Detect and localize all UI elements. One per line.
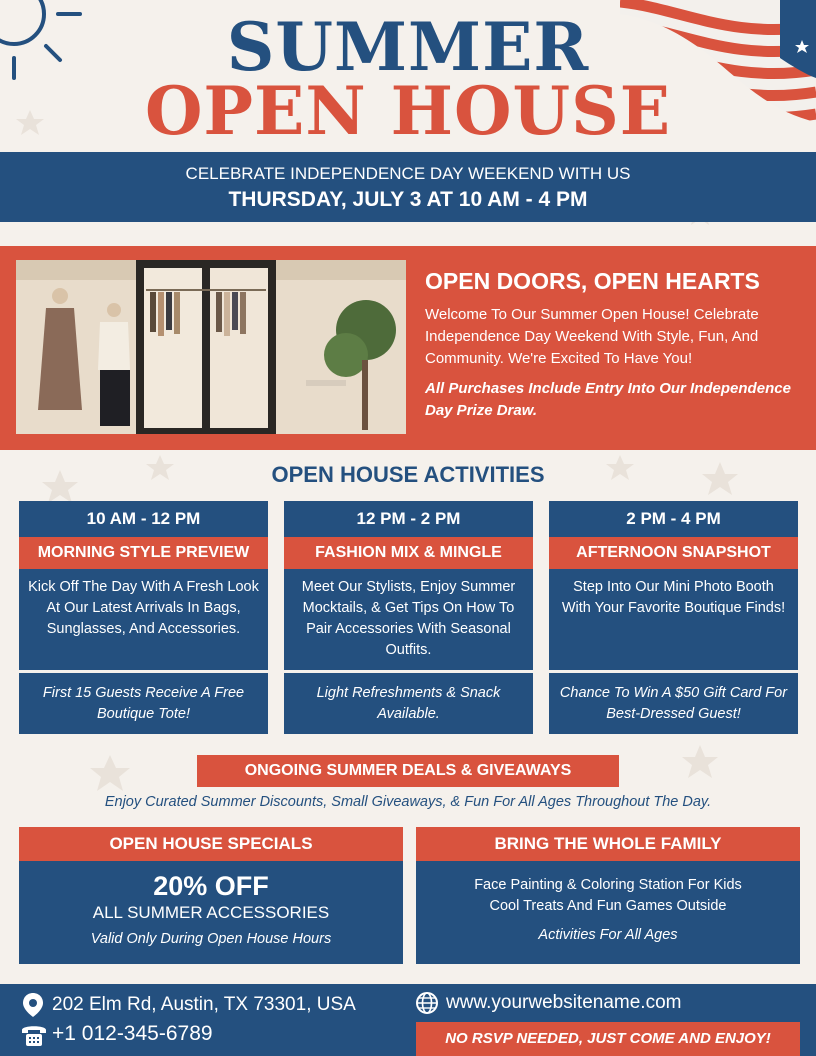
family-line-2: Cool Treats And Fun Games Outside (489, 898, 727, 914)
deals-banner: ONGOING SUMMER DEALS & GIVEAWAYS (197, 755, 619, 787)
activity-time: 12 PM - 2 PM (356, 509, 461, 528)
footer-address: 202 Elm Rd, Austin, TX 73301, USA (52, 994, 356, 1015)
activity-time: 10 AM - 12 PM (86, 509, 201, 528)
activity-note: Light Refreshments & Snack Available. (316, 685, 501, 722)
rsvp-banner: NO RSVP NEEDED, JUST COME AND ENJOY! (416, 1022, 800, 1056)
event-subtitle: CELEBRATE INDEPENDENCE DAY WEEKEND WITH US (185, 164, 631, 183)
specials-item: ALL SUMMER ACCESSORIES (92, 903, 330, 922)
activity-note: First 15 Guests Receive A Free Boutique Tote! (42, 685, 245, 722)
activity-name: AFTERNOON SNAPSHOT (549, 537, 798, 569)
boutique-storefront-image (16, 260, 406, 434)
activity-note: Chance To Win A $50 Gift Card For Best-Dressed Guest! (559, 685, 788, 722)
footer-website[interactable]: www.yourwebsitename.com (446, 992, 682, 1013)
location-pin-icon (22, 992, 44, 1018)
feature-title: OPEN DOORS, OPEN HEARTS (425, 268, 760, 294)
event-date-time: THURSDAY, JULY 3 AT 10 AM - 4 PM (228, 188, 588, 211)
activity-card-midday (284, 501, 533, 734)
activity-description: Kick Off The Day With A Fresh Look At Our Latest Arrivals In Bags, Sunglasses, And Accessories. (28, 579, 259, 637)
family-note: Activities For All Ages (538, 927, 678, 943)
activity-card-morning (19, 501, 268, 734)
activity-card-afternoon (549, 501, 798, 734)
specials-discount: 20% OFF (153, 871, 269, 901)
feature-note: All Purchases Include Entry Into Our Independence Day Prize Draw. (425, 380, 791, 419)
event-banner (0, 152, 816, 222)
activity-time: 2 PM - 4 PM (626, 509, 721, 528)
title-line-1: SUMMER (226, 8, 590, 86)
specials-heading: OPEN HOUSE SPECIALS (19, 827, 403, 861)
telephone-icon (20, 1022, 48, 1048)
activities-heading: OPEN HOUSE ACTIVITIES (271, 462, 545, 487)
activity-description: Meet Our Stylists, Enjoy Summer Mocktails, & Get Tips On How To Pair Accessories With Seasonal Outfits. (301, 579, 516, 658)
family-box (416, 827, 800, 964)
card-divider (284, 670, 533, 673)
footer-phone: +1 012-345-6789 (52, 1022, 213, 1045)
activity-name: MORNING STYLE PREVIEW (19, 537, 268, 569)
family-heading: BRING THE WHOLE FAMILY (416, 827, 800, 861)
family-line-1: Face Painting & Coloring Station For Kids (474, 877, 742, 893)
deals-subtitle: Enjoy Curated Summer Discounts, Small Giveaways, & Fun For All Ages Throughout The Day. (104, 794, 712, 810)
activity-description: Step Into Our Mini Photo Booth With Your Favorite Boutique Finds! (561, 579, 786, 616)
feature-body: Welcome To Our Summer Open House! Celebrate Independence Day Weekend With Style, Fun, And Community. We're Excited To Have You! (425, 306, 759, 367)
specials-box (19, 827, 403, 964)
specials-note: Valid Only During Open House Hours (90, 931, 332, 947)
feature-section (0, 246, 816, 450)
card-divider (549, 670, 798, 673)
activity-name: FASHION MIX & MINGLE (284, 537, 533, 569)
title-line-2: OPEN HOUSE (144, 72, 672, 150)
card-divider (19, 670, 268, 673)
globe-icon (416, 992, 438, 1014)
